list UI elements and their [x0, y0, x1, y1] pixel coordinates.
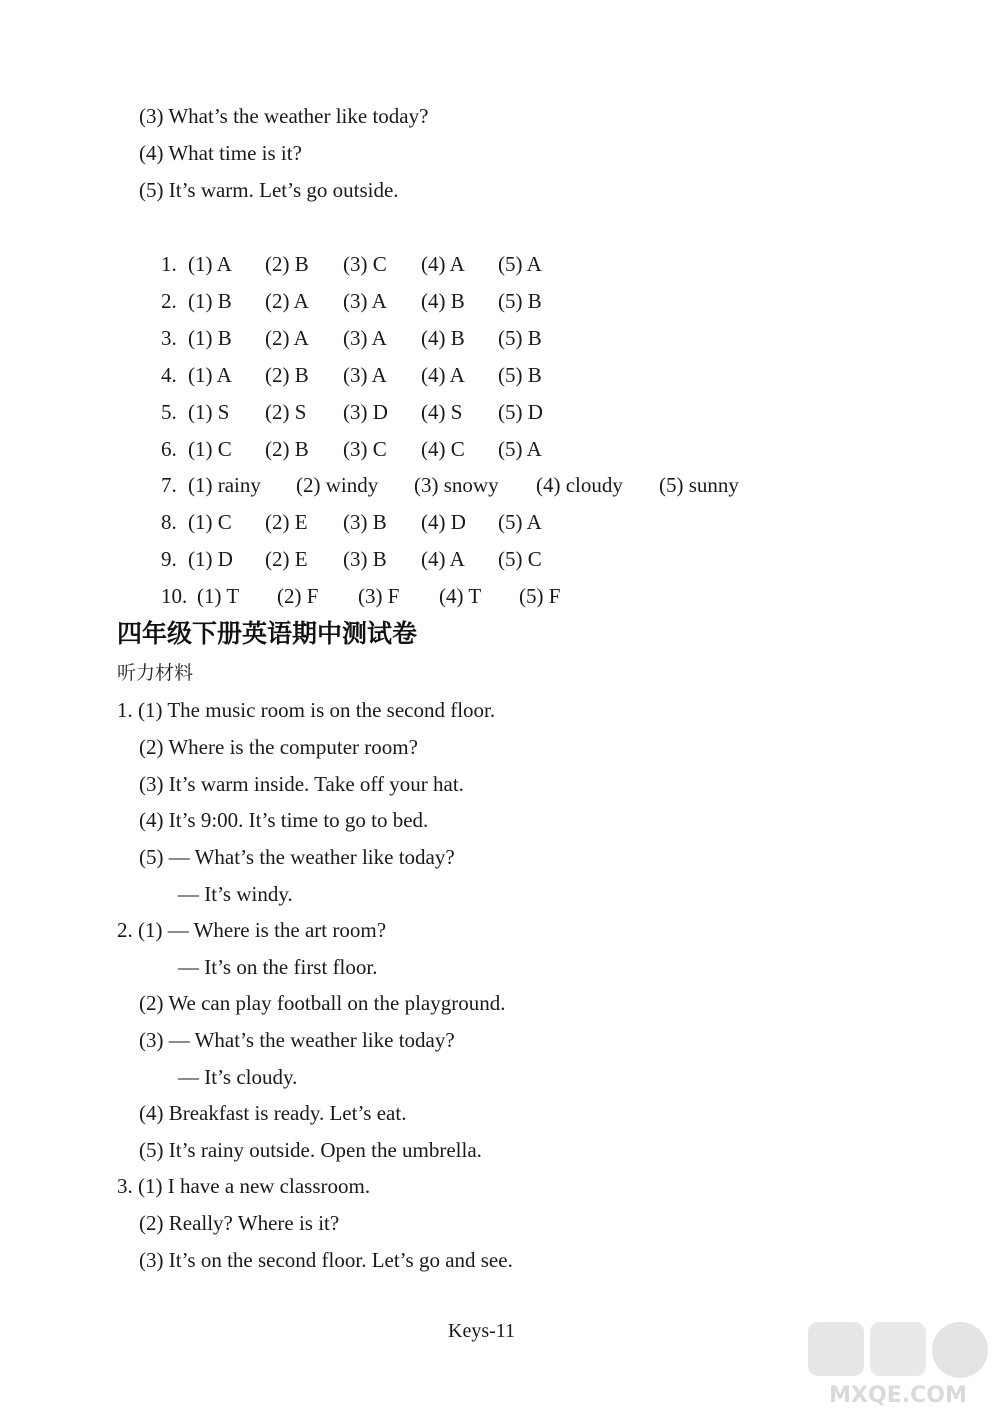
- section-title: 四年级下册英语期中测试卷: [117, 619, 418, 648]
- transcript-line: (2) Where is the computer room?: [139, 735, 418, 759]
- answer-row: [0, 472, 900, 498]
- answer-row: [0, 509, 900, 535]
- answer-item: (4) A: [421, 547, 465, 571]
- answer-item: (5) A: [498, 437, 542, 461]
- answer-item: (2) S: [265, 400, 307, 424]
- answer-number: 4.: [161, 363, 177, 387]
- answer-row: [0, 251, 900, 277]
- answer-item: (1) B: [188, 289, 232, 313]
- answer-item: (3) D: [343, 400, 388, 424]
- transcript-line: — It’s on the first floor.: [178, 955, 378, 979]
- answer-item: (2) A: [265, 289, 309, 313]
- answer-item: (1) C: [188, 510, 232, 534]
- answer-row: [0, 399, 900, 425]
- top-line: (5) It’s warm. Let’s go outside.: [139, 178, 399, 202]
- answer-item: (5) B: [498, 363, 542, 387]
- watermark-logo: [800, 1318, 996, 1412]
- answer-item: (4) S: [421, 400, 463, 424]
- answer-item: (5) F: [519, 584, 561, 608]
- section-subtitle: 听力材料: [117, 662, 194, 684]
- answer-item: (2) A: [265, 326, 309, 350]
- answer-item: (5) A: [498, 252, 542, 276]
- answer-number: 10.: [161, 584, 188, 608]
- transcript-line: 2. (1) — Where is the art room?: [117, 918, 387, 942]
- answer-item: (3) snowy: [414, 473, 499, 497]
- answer-item: (1) B: [188, 326, 232, 350]
- answer-item: (4) A: [421, 363, 465, 387]
- answer-row: [0, 362, 900, 388]
- answer-item: (3) C: [343, 252, 387, 276]
- answer-item: (2) B: [265, 252, 309, 276]
- top-line: (4) What time is it?: [139, 141, 302, 165]
- answer-item: (3) B: [343, 510, 387, 534]
- answer-row: [0, 325, 900, 351]
- answer-item: (5) B: [498, 289, 542, 313]
- answer-item: (3) C: [343, 437, 387, 461]
- answer-item: (4) T: [439, 584, 482, 608]
- transcript-line: (4) It’s 9:00. It’s time to go to bed.: [139, 808, 429, 832]
- transcript-line: (5) It’s rainy outside. Open the umbrella.: [139, 1138, 482, 1162]
- transcript-line: — It’s cloudy.: [178, 1065, 298, 1089]
- answer-item: (2) E: [265, 510, 308, 534]
- answer-item: (1) D: [188, 547, 233, 571]
- answer-item: (2) B: [265, 437, 309, 461]
- answer-row: [0, 436, 900, 462]
- answer-item: (2) B: [265, 363, 309, 387]
- answer-row: [0, 583, 900, 609]
- answer-number: 5.: [161, 400, 177, 424]
- answer-item: (4) B: [421, 289, 465, 313]
- transcript-line: (3) It’s warm inside. Take off your hat.: [139, 772, 464, 796]
- answer-number: 3.: [161, 326, 177, 350]
- answer-item: (4) cloudy: [536, 473, 623, 497]
- top-line: (3) What’s the weather like today?: [139, 104, 429, 128]
- answer-item: (2) E: [265, 547, 308, 571]
- answer-number: 2.: [161, 289, 177, 313]
- answer-number: 8.: [161, 510, 177, 534]
- answer-row: [0, 546, 900, 572]
- answer-row: [0, 288, 900, 314]
- answer-item: (1) T: [197, 584, 240, 608]
- answer-item: (1) A: [188, 252, 232, 276]
- transcript-line: (3) It’s on the second floor. Let’s go and see.: [139, 1248, 513, 1272]
- answer-item: (3) F: [358, 584, 400, 608]
- transcript-line: (2) We can play football on the playground.: [139, 991, 506, 1015]
- answer-item: (1) S: [188, 400, 230, 424]
- transcript-line: (5) — What’s the weather like today?: [139, 845, 455, 869]
- transcript-line: (2) Really? Where is it?: [139, 1211, 340, 1235]
- answer-item: (1) C: [188, 437, 232, 461]
- answer-number: 7.: [161, 473, 177, 497]
- watermark-shape: [870, 1322, 926, 1376]
- answer-item: (1) A: [188, 363, 232, 387]
- watermark-shape: [808, 1322, 864, 1376]
- transcript-line: (3) — What’s the weather like today?: [139, 1028, 455, 1052]
- answer-item: (4) A: [421, 252, 465, 276]
- answer-item: (2) windy: [296, 473, 379, 497]
- answer-item: (5) B: [498, 326, 542, 350]
- transcript-line: 3. (1) I have a new classroom.: [117, 1174, 371, 1198]
- transcript-line: — It’s windy.: [178, 882, 293, 906]
- page-footer: Keys-11: [448, 1320, 516, 1342]
- answer-item: (3) B: [343, 547, 387, 571]
- answer-item: (4) B: [421, 326, 465, 350]
- answer-item: (3) A: [343, 289, 387, 313]
- answer-item: (5) C: [498, 547, 542, 571]
- answer-item: (3) A: [343, 326, 387, 350]
- answer-number: 9.: [161, 547, 177, 571]
- answer-number: 1.: [161, 252, 177, 276]
- answer-item: (2) F: [277, 584, 319, 608]
- answer-item: (3) A: [343, 363, 387, 387]
- answer-item: (4) C: [421, 437, 465, 461]
- watermark-shape: [932, 1322, 988, 1378]
- answer-item: (5) sunny: [659, 473, 739, 497]
- watermark-text: MXQE.COM: [829, 1383, 967, 1408]
- answer-item: (1) rainy: [188, 473, 261, 497]
- answer-item: (5) A: [498, 510, 542, 534]
- answer-number: 6.: [161, 437, 177, 461]
- answer-item: (5) D: [498, 400, 543, 424]
- transcript-line: 1. (1) The music room is on the second floor.: [117, 698, 496, 722]
- answer-item: (4) D: [421, 510, 466, 534]
- transcript-line: (4) Breakfast is ready. Let’s eat.: [139, 1101, 407, 1125]
